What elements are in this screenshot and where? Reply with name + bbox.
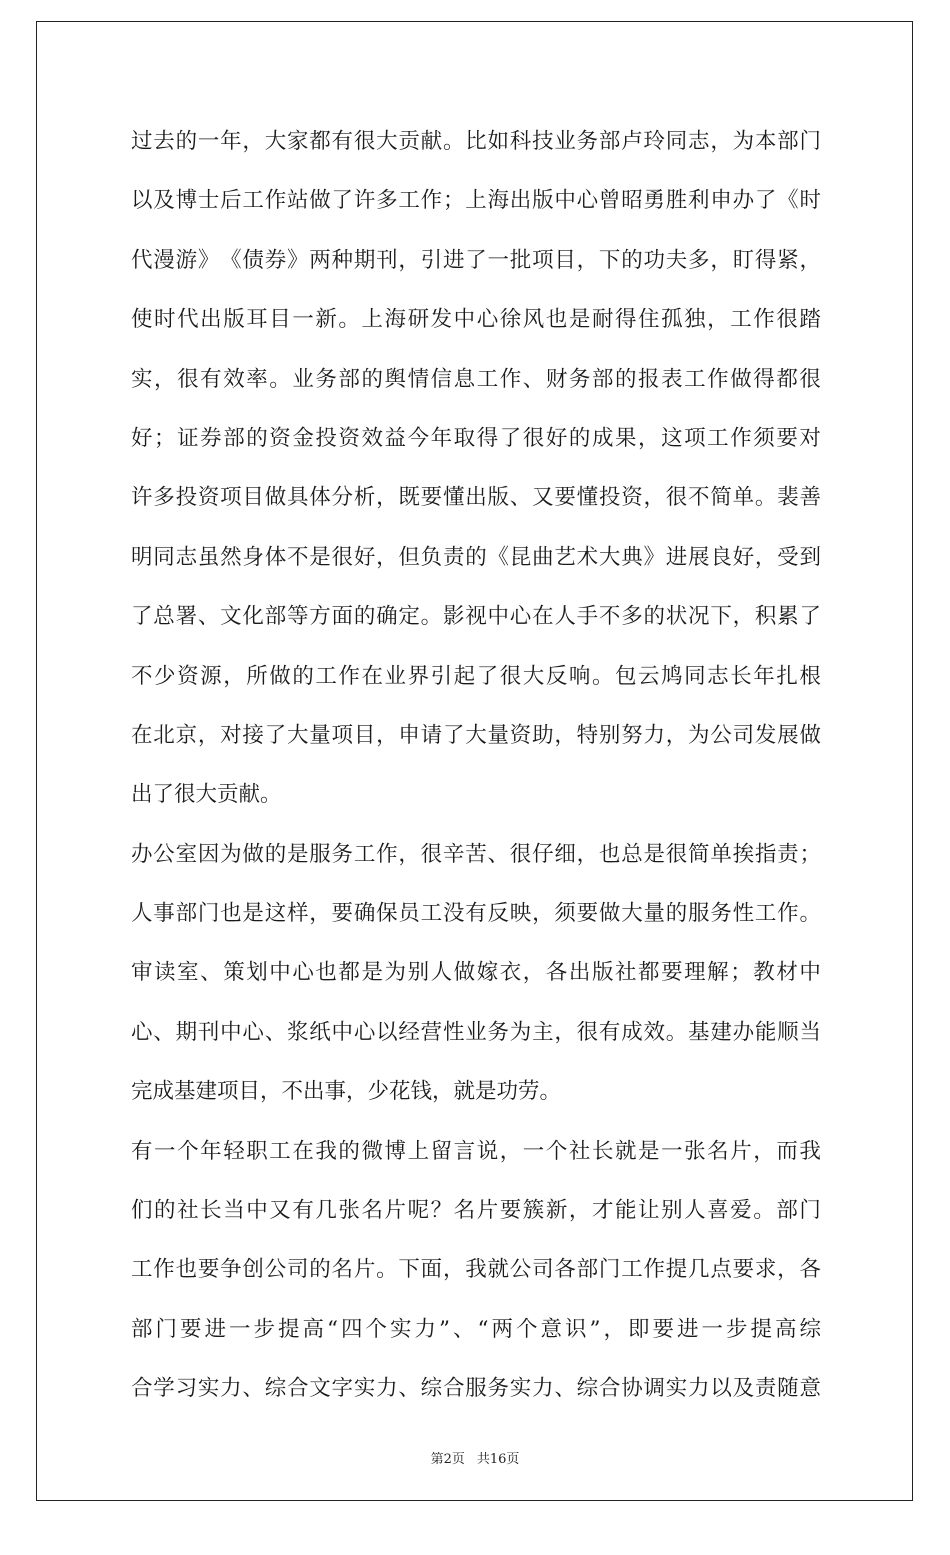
text-line: 办 公 室 因 为 做 的 是 服 务 工 作 ， 很 辛 苦 、 很 仔 细 ， 也 总 是 很 简 单 挨 指 责 ；: [131, 841, 821, 867]
page-total: 共16页: [476, 1452, 520, 1467]
text-line: 以 及 博 士 后 工 作 站 做 了 许 多 工 作 ； 上 海 出 版 中 心 曾 昭 勇 胜 利 申 办 了 《 时: [131, 188, 821, 214]
text-line: 使 时 代 出 版 耳 目 一 新 。 上 海 研 发 中 心 徐 风 也 是 耐 得 住 孤 独 ， 工 作 很 踏: [131, 307, 821, 333]
text-line: 心 、 期 刊 中 心 、 浆 纸 中 心 以 经 营 性 业 务 为 主 ， 很 有 成 效 。 基 建 办 能 顺 当: [131, 1019, 821, 1045]
text-line: 好 ； 证 券 部 的 资 金 投 资 效 益 今 年 取 得 了 很 好 的 成 果 ， 这 项 工 作 须 要 对: [131, 425, 821, 451]
text-line: 了 总 署 、 文 化 部 等 方 面 的 确 定 。 影 视 中 心 在 人 手 不 多 的 状 况 下 ， 积 累 了: [131, 604, 821, 630]
text-line: 人 事 部 门 也 是 这 样 ， 要 确 保 员 工 没 有 反 映 ， 须 要 做 大 量 的 服 务 性 工 作 。: [131, 901, 821, 927]
text-line: 在 北 京 ， 对 接 了 大 量 项 目 ， 申 请 了 大 量 资 助 ， 特 别 努 力 ， 为 公 司 发 展 做: [131, 722, 821, 748]
text-line: 出了很大贡献。: [131, 782, 282, 808]
text-line: 部 门 要 进 一 步 提 高 “ 四 个 实 力 ” 、 “ 两 个 意 识 ” ， 即 要 进 一 步 提 高 综: [131, 1316, 821, 1342]
text-line: 代 漫 游 》 《 债 券 》 两 种 期 刊 ， 引 进 了 一 批 项 目 ， 下 的 功 夫 多 ， 盯 得 紧 ，: [131, 247, 821, 273]
page-number: 第2页: [430, 1452, 465, 1467]
text-line: 许 多 投 资 项 目 做 具 体 分 析 ， 既 要 懂 出 版 、 又 要 懂 投 资 ， 很 不 简 单 。 裴 善: [131, 485, 821, 511]
text-line: 不 少 资 源 ， 所 做 的 工 作 在 业 界 引 起 了 很 大 反 响 。 包 云 鸠 同 志 长 年 扎 根: [131, 663, 821, 689]
text-line: 实 ， 很 有 效 率 。 业 务 部 的 舆 情 信 息 工 作 、 财 务 部 的 报 表 工 作 做 得 都 很: [131, 366, 821, 392]
text-line: 有 一 个 年 轻 职 工 在 我 的 微 博 上 留 言 说 ， 一 个 社 长 就 是 一 张 名 片 ， 而 我: [131, 1138, 821, 1164]
page-footer: [0, 1448, 950, 1467]
text-line: 工 作 也 要 争 创 公 司 的 名 片 。 下 面 ， 我 就 公 司 各 部 门 工 作 提 几 点 要 求 ， 各: [131, 1257, 821, 1283]
text-line: 合 学 习 实 力 、 综 合 文 字 实 力 、 综 合 服 务 实 力 、 综 合 协 调 实 力 以 及 责 随 意: [131, 1376, 821, 1402]
text-line: 过 去 的 一 年 ， 大 家 都 有 很 大 贡 献 。 比 如 科 技 业 务 部 卢 玲 同 志 ， 为 本 部 门: [131, 129, 821, 154]
text-line: 明 同 志 虽 然 身 体 不 是 很 好 ， 但 负 责 的 《 昆 曲 艺 术 大 典 》 进 展 良 好 ， 受 到: [131, 544, 821, 570]
document-body: [131, 112, 821, 1419]
text-line: 完成基建项目，不出事，少花钱，就是功劳。: [131, 1079, 562, 1105]
text-line: 们 的 社 长 当 中 又 有 几 张 名 片 呢 ？ 名 片 要 簇 新 ， 才 能 让 别 人 喜 爱 。 部 门: [131, 1198, 821, 1224]
text-line: 审 读 室 、 策 划 中 心 也 都 是 为 别 人 做 嫁 衣 ， 各 出 版 社 都 要 理 解 ； 教 材 中: [131, 960, 821, 986]
